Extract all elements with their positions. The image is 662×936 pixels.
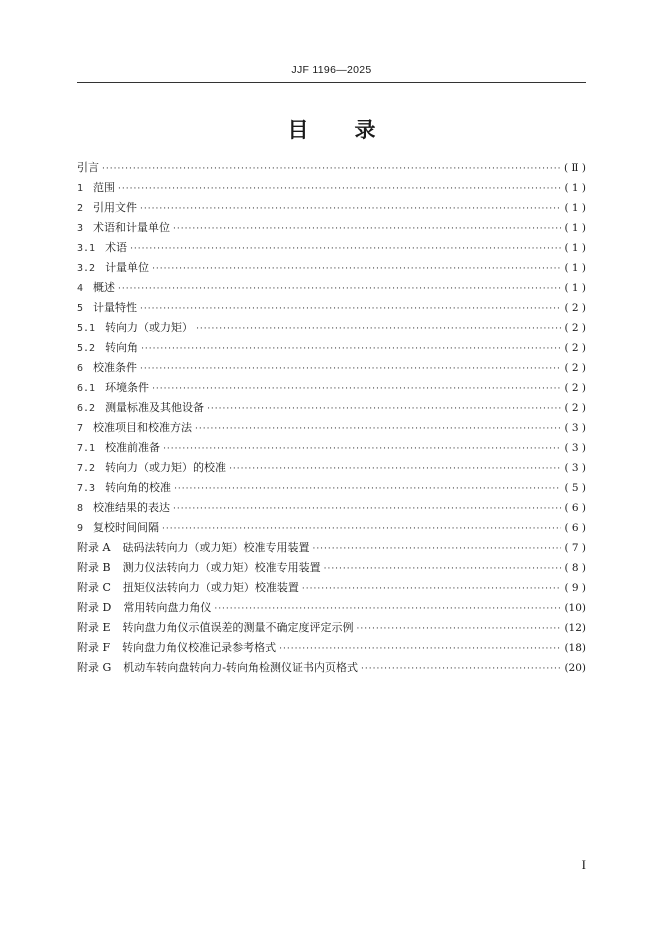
toc-entry-label: 范围: [93, 181, 116, 194]
toc-entry-number: 2: [77, 203, 84, 214]
toc-entry-number: 7: [77, 423, 84, 434]
toc-entry-number: 3: [77, 223, 84, 234]
toc-entry-page: ( 2 ): [564, 342, 586, 354]
toc-entry[interactable]: [77, 259, 586, 279]
table-of-contents: [77, 159, 586, 679]
toc-entry[interactable]: [77, 459, 586, 479]
toc-leader-dots: [173, 224, 561, 234]
toc-entry-number: 7.2: [77, 463, 96, 474]
toc-entry-number: 6.1: [77, 383, 96, 394]
toc-entry-page: ( 3 ): [564, 442, 586, 454]
toc-entry-label: 概述: [93, 281, 116, 294]
toc-entry-number: 6.2: [77, 403, 96, 414]
toc-entry-page: ( 1 ): [564, 222, 586, 234]
toc-entry-number: 7.3: [77, 483, 96, 494]
toc-entry-number: 1: [77, 183, 84, 194]
toc-leader-dots: [118, 284, 561, 294]
toc-title-part2: 录: [354, 118, 376, 142]
toc-entry-label: 常用转向盘力角仪: [123, 601, 212, 614]
toc-entry-label: 引用文件: [93, 201, 138, 214]
toc-entry-page: ( Ⅱ ): [563, 162, 586, 174]
toc-entry-page: ( 1 ): [564, 242, 586, 254]
toc-leader-dots: [173, 504, 561, 514]
toc-entry-label: 校准项目和校准方法: [93, 421, 193, 434]
toc-title: [77, 114, 586, 144]
toc-leader-dots: [229, 464, 561, 474]
toc-entry-number: 附录 G: [77, 661, 112, 674]
toc-entry[interactable]: [77, 639, 586, 659]
toc-entry[interactable]: [77, 619, 586, 639]
toc-entry-label: 复校时间间隔: [93, 521, 160, 534]
toc-entry-label: 机动车转向盘转向力-转向角检测仪证书内页格式: [123, 661, 359, 674]
toc-entry-label: 砝码法转向力（或力矩）校准专用装置: [122, 541, 310, 554]
toc-entry-page: ( 6 ): [564, 522, 586, 534]
toc-entry-number: 附录 E: [77, 621, 111, 634]
toc-entry[interactable]: [77, 599, 586, 619]
toc-leader-dots: [174, 484, 561, 494]
toc-entry-number: 附录 C: [77, 581, 111, 594]
toc-entry-number: 附录 D: [77, 601, 112, 614]
toc-entry-page: (20): [564, 662, 586, 674]
toc-entry[interactable]: [77, 339, 586, 359]
toc-leader-dots: [279, 644, 561, 654]
toc-leader-dots: [130, 244, 561, 254]
toc-entry[interactable]: [77, 159, 586, 179]
toc-entry[interactable]: [77, 659, 586, 679]
toc-entry-label: 转向力（或力矩）的校准: [105, 461, 227, 474]
toc-entry-page: ( 5 ): [564, 482, 586, 494]
toc-entry-page: (12): [564, 622, 586, 634]
toc-entry-label: 校准结果的表达: [93, 501, 171, 514]
toc-entry-label: 转向力（或力矩）: [105, 321, 194, 334]
toc-entry-page: ( 1 ): [564, 282, 586, 294]
toc-entry-label: 转向盘力角仪校准记录参考格式: [122, 641, 277, 654]
toc-entry[interactable]: [77, 439, 586, 459]
toc-entry-page: ( 2 ): [564, 322, 586, 334]
toc-entry[interactable]: [77, 279, 586, 299]
toc-entry-label: 转向角的校准: [105, 481, 172, 494]
toc-entry[interactable]: [77, 319, 586, 339]
toc-entry-page: ( 1 ): [564, 262, 586, 274]
toc-entry-label: 转向角: [105, 341, 139, 354]
toc-entry-page: ( 2 ): [564, 362, 586, 374]
toc-entry-label: 校准前准备: [105, 441, 161, 454]
toc-entry-page: ( 1 ): [564, 202, 586, 214]
page-number: I: [581, 857, 586, 872]
toc-entry-page: ( 2 ): [564, 302, 586, 314]
document-code-header: JJF 1196—2025: [291, 64, 372, 76]
toc-leader-dots: [195, 424, 561, 434]
toc-entry-number: 附录 A: [77, 541, 111, 554]
toc-entry-number: 附录 B: [77, 561, 111, 574]
toc-leader-dots: [140, 364, 561, 374]
toc-entry-label: 计量特性: [93, 301, 138, 314]
toc-entry[interactable]: [77, 299, 586, 319]
toc-entry-label: 引言: [77, 161, 99, 174]
toc-leader-dots: [214, 604, 561, 614]
toc-entry-label: 校准条件: [93, 361, 138, 374]
toc-leader-dots: [141, 344, 561, 354]
toc-entry-label: 测量标准及其他设备: [105, 401, 205, 414]
toc-entry-number: 7.1: [77, 443, 96, 454]
toc-entry-page: ( 6 ): [564, 502, 586, 514]
toc-entry[interactable]: [77, 579, 586, 599]
toc-entry-number: 3.2: [77, 263, 96, 274]
toc-leader-dots: [162, 524, 561, 534]
toc-leader-dots: [102, 164, 561, 174]
toc-entry-page: (10): [564, 602, 586, 614]
toc-entry[interactable]: [77, 199, 586, 219]
toc-entry-number: 附录 F: [77, 641, 111, 654]
toc-entry[interactable]: [77, 479, 586, 499]
toc-entry-label: 术语和计量单位: [93, 221, 171, 234]
toc-entry-number: 5.1: [77, 323, 96, 334]
toc-entry-page: ( 8 ): [564, 562, 586, 574]
toc-entry[interactable]: [77, 559, 586, 579]
toc-leader-dots: [140, 304, 561, 314]
toc-leader-dots: [302, 584, 562, 594]
toc-leader-dots: [357, 624, 562, 634]
toc-leader-dots: [140, 204, 561, 214]
toc-entry-label: 术语: [105, 241, 128, 254]
toc-leader-dots: [152, 384, 561, 394]
toc-entry-page: ( 3 ): [564, 422, 586, 434]
toc-leader-dots: [312, 544, 561, 554]
toc-leader-dots: [361, 664, 561, 674]
toc-entry-number: 4: [77, 283, 84, 294]
toc-entry-number: 8: [77, 503, 84, 514]
toc-entry[interactable]: [77, 539, 586, 559]
toc-entry-number: 5.2: [77, 343, 96, 354]
toc-entry-page: ( 3 ): [564, 462, 586, 474]
toc-entry-page: ( 9 ): [564, 582, 586, 594]
toc-entry-label: 扭矩仪法转向力（或力矩）校准装置: [122, 581, 299, 594]
toc-entry-label: 计量单位: [105, 261, 150, 274]
toc-entry[interactable]: [77, 379, 586, 399]
toc-entry-label: 转向盘力角仪示值误差的测量不确定度评定示例: [122, 621, 354, 634]
toc-leader-dots: [207, 404, 561, 414]
toc-entry-number: 5: [77, 303, 84, 314]
toc-entry-page: ( 2 ): [564, 402, 586, 414]
toc-leader-dots: [152, 264, 561, 274]
toc-title-part1: 目: [287, 118, 309, 142]
toc-entry[interactable]: [77, 239, 586, 259]
toc-entry-page: ( 1 ): [564, 182, 586, 194]
toc-entry-number: 6: [77, 363, 84, 374]
toc-entry[interactable]: [77, 399, 586, 419]
toc-entry[interactable]: [77, 219, 586, 239]
toc-leader-dots: [196, 324, 561, 334]
header-rule: [77, 82, 586, 83]
toc-entry-page: ( 7 ): [564, 542, 586, 554]
toc-leader-dots: [118, 184, 561, 194]
toc-entry-label: 环境条件: [105, 381, 150, 394]
toc-entry-number: 9: [77, 523, 84, 534]
toc-entry[interactable]: [77, 499, 586, 519]
toc-entry[interactable]: [77, 419, 586, 439]
toc-leader-dots: [163, 444, 561, 454]
toc-entry[interactable]: [77, 359, 586, 379]
toc-leader-dots: [324, 564, 562, 574]
toc-entry-page: (18): [564, 642, 586, 654]
toc-entry[interactable]: [77, 519, 586, 539]
toc-entry-page: ( 2 ): [564, 382, 586, 394]
toc-entry[interactable]: [77, 179, 586, 199]
toc-entry-number: 3.1: [77, 243, 96, 254]
toc-entry-label: 测力仪法转向力（或力矩）校准专用装置: [122, 561, 321, 574]
